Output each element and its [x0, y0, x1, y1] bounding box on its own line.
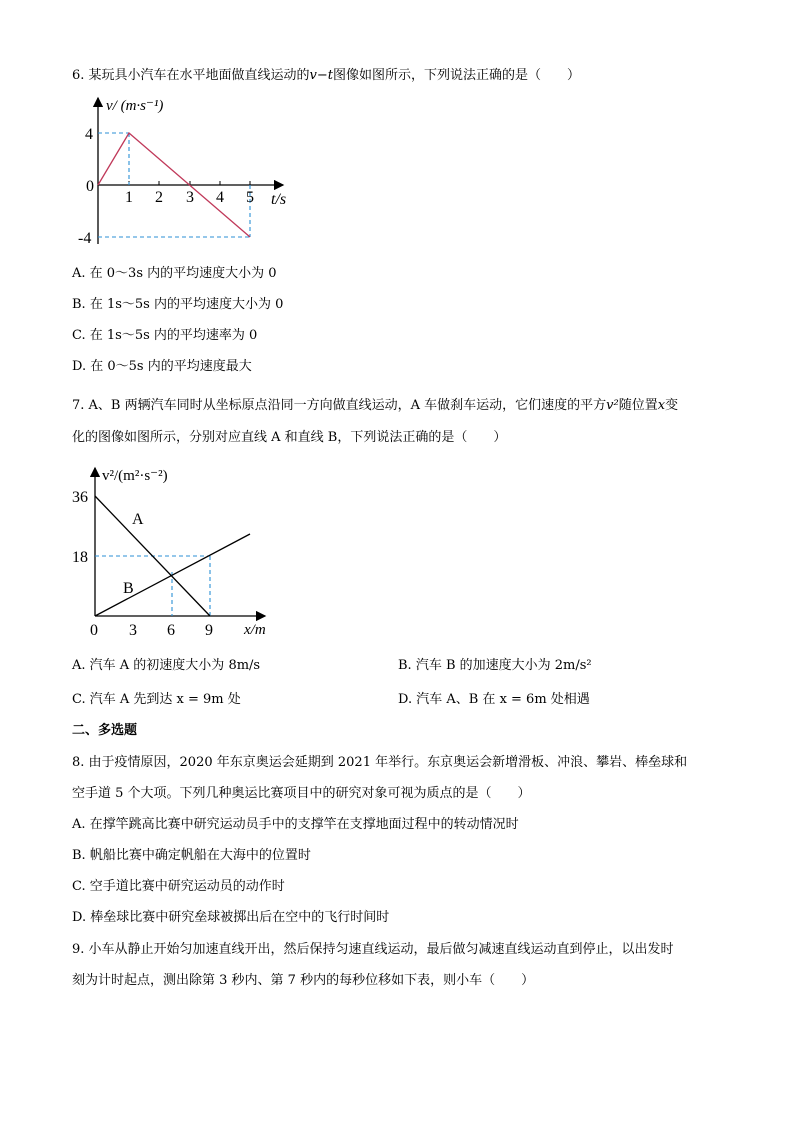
- q7-xtick-9: 9: [205, 622, 213, 639]
- q9-stem-line2: 刻为计时起点，测出除第 3 秒内、第 7 秒内的每秒位移如下表，则小车（ ）: [72, 973, 535, 988]
- q7-stem-line1: [72, 396, 678, 416]
- q7-xtick-0: 0: [90, 622, 98, 639]
- q7-stem-text-c: 变: [665, 398, 679, 413]
- q8-stem-line1: 8. 由于疫情原因，2020 年东京奥运会延期到 2021 年举行。东京奥运会新增滑板、冲浪、攀岩、棒垒球和: [72, 755, 688, 770]
- q7-option-d: D. 汽车 A、B 在 x = 6m 处相遇: [398, 692, 590, 707]
- q7-stem-text-a: 7. A、B 两辆汽车同时从坐标原点沿同一方向做直线运动，A 车做刹车运动，它们速度的平方: [72, 398, 607, 413]
- section-heading-multi-choice: 二、多选题: [72, 723, 138, 738]
- q6-xtick-1: 1: [125, 189, 133, 206]
- q6-ytick-4: 4: [85, 126, 93, 143]
- q6-stem-text-a: 6. 某玩具小汽车在水平地面做直线运动的: [72, 68, 310, 83]
- q7-xtick-3: 3: [129, 622, 137, 639]
- q6-option-d: D. 在 0～5s 内的平均速度最大: [72, 359, 252, 374]
- q6-xtick-3: 3: [186, 189, 194, 206]
- q8-option-c: C. 空手道比赛中研究运动员的动作时: [72, 879, 285, 894]
- q6-ytick-neg4: -4: [78, 230, 92, 247]
- q8-stem-line2: 空手道 5 个大项。下列几种奥运比赛项目中的研究对象可视为质点的是（ ）: [72, 786, 531, 801]
- q6-stem-text-b: 图像如图所示，下列说法正确的是（ ）: [333, 68, 581, 83]
- q6-xtick-2: 2: [155, 189, 163, 206]
- q8-option-d: D. 棒垒球比赛中研究垒球被掷出后在空中的飞行时间时: [72, 910, 390, 925]
- q8-option-b: B. 帆船比赛中确定帆船在大海中的位置时: [72, 848, 311, 863]
- q7-line-b-label: B: [123, 580, 134, 597]
- q6-option-a: A. 在 0～3s 内的平均速度大小为 0: [72, 266, 277, 281]
- q7-xlabel: x/m: [244, 622, 266, 638]
- q7-stem-line2: 化的图像如图所示，分别对应直线 A 和直线 B，下列说法正确的是（ ）: [72, 430, 507, 445]
- q7-ylabel: v²/(m²·s⁻²): [102, 468, 168, 484]
- q6-stem-variable: v−t: [309, 68, 334, 83]
- q7-v2x-graph: [72, 458, 292, 640]
- q8-option-a: A. 在撑竿跳高比赛中研究运动员手中的支撑竿在支撑地面过程中的转动情况时: [72, 817, 519, 832]
- q7-ytick-18: 18: [72, 549, 88, 566]
- q7-stem-text-b: 随位置: [618, 398, 658, 413]
- q7-option-b: B. 汽车 B 的加速度大小为 2m/s²: [398, 658, 592, 673]
- q6-option-b: B. 在 1s～5s 内的平均速度大小为 0: [72, 297, 284, 312]
- q7-ytick-36: 36: [72, 489, 88, 506]
- q7-stem-variable: v²: [606, 398, 619, 413]
- q6-xtick-4: 4: [216, 189, 224, 206]
- q7-option-a: A. 汽车 A 的初速度大小为 8m/s: [72, 658, 261, 673]
- q9-stem-line1: 9. 小车从静止开始匀加速直线开出，然后保持匀速直线运动，最后做匀减速直线运动直到停止，以出发时: [72, 942, 674, 957]
- q6-stem: [72, 66, 580, 86]
- q6-vt-graph: [80, 92, 310, 252]
- q6-xlabel: t/s: [271, 191, 287, 208]
- q6-ylabel: v/ (m·s⁻¹): [106, 98, 164, 114]
- q7-line-a-label: A: [132, 511, 144, 528]
- q6-ytick-0: 0: [86, 178, 94, 195]
- q7-stem-x: x: [657, 398, 666, 413]
- q7-option-c: C. 汽车 A 先到达 x = 9m 处: [72, 692, 241, 707]
- q6-xtick-5: 5: [246, 189, 254, 206]
- q6-option-c: C. 在 1s～5s 内的平均速率为 0: [72, 328, 258, 343]
- q7-xtick-6: 6: [167, 622, 175, 639]
